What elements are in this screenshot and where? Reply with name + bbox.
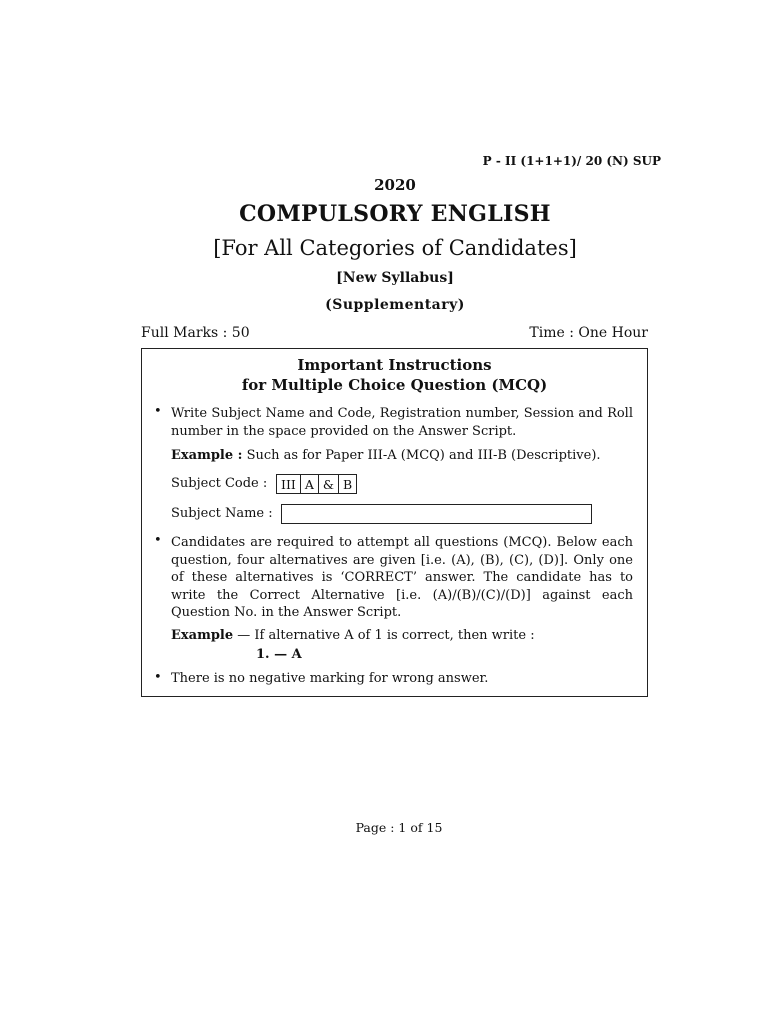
bullet-dot-icon: • (154, 404, 162, 419)
example-2-answer: 1. — A (256, 647, 302, 662)
exam-type: (Supplementary) (325, 297, 465, 313)
syllabus-label: [New Syllabus] (336, 270, 454, 286)
instructions-title-line1: Important Instructions (297, 356, 492, 374)
exam-year: 2020 (374, 176, 416, 194)
subject-code-cell: III (277, 475, 301, 494)
paper-subtitle: [For All Categories of Candidates] (213, 236, 577, 260)
example-1 (171, 448, 601, 463)
example-2 (171, 628, 535, 643)
subject-code-cell: & (318, 475, 338, 494)
example-1-label: Example : (171, 448, 243, 463)
subject-code-cell: A (300, 475, 318, 494)
page-number: Page : 1 of 15 (355, 820, 443, 835)
instructions-title-line2: for Multiple Choice Question (MCQ) (241, 376, 548, 394)
example-2-label: Example (171, 628, 234, 643)
bullet-dot-icon: • (154, 533, 162, 548)
subject-name-box (281, 504, 592, 524)
paper-title: COMPULSORY ENGLISH (239, 201, 551, 227)
paper-code: P - II (1+1+1)/ 20 (N) SUP (482, 154, 661, 168)
subject-code-cell: B (339, 475, 357, 494)
instruction-bullet-1: Write Subject Name and Code, Registration number, Session and Roll number in the space provided on the Answer Script. (171, 406, 633, 439)
time-allowed: Time : One Hour (529, 325, 648, 341)
subject-code-label: Subject Code : (171, 476, 268, 491)
bullet-dot-icon: • (154, 670, 162, 685)
instruction-bullet-2: Candidates are required to attempt all questions (MCQ). Below each question, four alternatives are given [i.e. (A), (B), (C), (D)]. Only one of these alternatives is ‘CORRECT’ answer. The candidate has to write the Correct Alternative [i.e. (A)/(B)/(C)/(D)] against each Question No. in the Answer Script. (171, 535, 633, 620)
subject-code-table (276, 474, 357, 494)
subject-name-label: Subject Name : (171, 506, 273, 521)
instruction-bullet-3: There is no negative marking for wrong answer. (171, 671, 489, 686)
example-1-text: Such as for Paper III-A (MCQ) and III-B (Descriptive). (246, 448, 601, 463)
example-2-text: — If alternative A of 1 is correct, then write : (237, 628, 535, 643)
instructions-title (141, 355, 648, 395)
full-marks: Full Marks : 50 (141, 325, 250, 341)
